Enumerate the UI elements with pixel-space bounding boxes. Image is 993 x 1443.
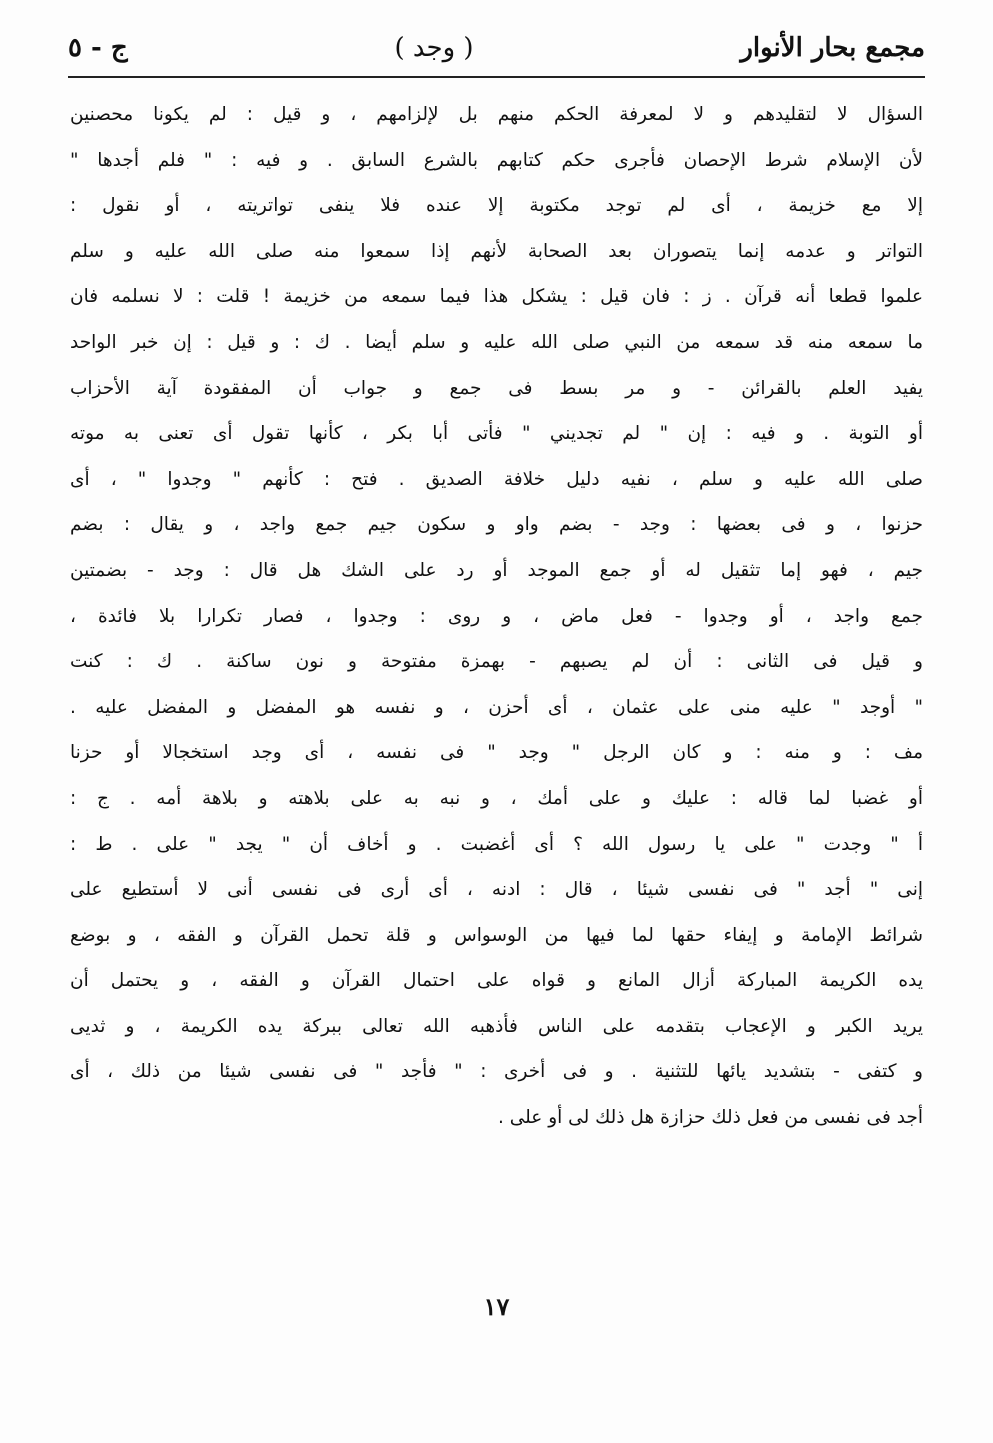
text-line: إنى " أجد " فى نفسى شيئا ، قال : ادنه ، أى أرى فى نفسى أنى لا أستطيع على (70, 879, 923, 901)
body-text (70, 92, 923, 1141)
text-line: لأن الإسلام شرط الإحصان فأجرى حكم كتابهم بالشرع السابق . و فيه : " فلم أجدها " (70, 149, 923, 171)
text-line: أو غضبا لما قاله : عليك و على أمك ، و نبه به على بلاهته و بلاهة أمه . ج : (70, 787, 923, 809)
text-line: أ " وجدت " على يا رسول الله ؟ أى أغضبت . و أخاف أن " يجد " على . ط : (70, 833, 923, 855)
page-number: ١٧ (483, 1292, 510, 1321)
text-line: مف : و منه : و كان الرجل " وجد " فى نفسه ، أى وجد استخجالا أو حزنا (70, 742, 923, 764)
text-line: يريد الكبر و الإعجاب بتقدمه على الناس فأذهبه الله تعالى ببركة يده الكريمة ، و ثديى (70, 1015, 923, 1037)
text-line: " أوجد " عليه منى على عثمان ، أى أحزن ، و نفسه هو المفضل و المفضل عليه . (70, 696, 923, 718)
text-line: و كتفى - بتشديد يائها للتثنية . و فى أخرى : " فأجد " فى نفسى شيئا من ذلك ، أى (70, 1061, 923, 1083)
text-line: جمع واجد ، أو وجدوا - فعل ماض ، و روى : وجدوا ، فصار تكرارا بلا فائدة ، (70, 605, 923, 627)
page-header (68, 26, 925, 70)
header-rule (68, 76, 925, 78)
text-line: أو التوبة . و فيه : إن " لم تجديني " فأتى أبا بكر ، كأنها تقول أى تعنى به موته (70, 423, 923, 445)
text-line: أجد فى نفسى من فعل ذلك حزازة هل ذلك لى أو على . (497, 1107, 923, 1129)
text-line: التواتر و عدمه إنما يتصوران بعد الصحابة لأنهم إذا سمعوا منه صلى الله عليه و سلم (70, 240, 923, 262)
volume-number: ج - ٥ (68, 33, 128, 63)
text-line: و قيل فى الثانى : أن لم يصبهم - بهمزة مفتوحة و نون ساكنة . ك : كنت (70, 651, 923, 673)
text-line: شرائط الإمامة و إيفاء حقها لما فيها من الوسواس و قلة تحمل القرآن و الفقه ، و بوضع (70, 924, 923, 946)
text-line: إلا مع خزيمة ، أى لم توجد مكتوبة إلا عنده فلا ينفى تواتريته ، أو نقول : (70, 195, 923, 217)
text-line: علموا قطعا أنه قرآن . ز : فان قيل : يشكل هذا فيما سمعه من خزيمة ! قلت : لا نسلمه فان (70, 286, 923, 308)
text-line: السؤال لا لتقليدهم و لا لمعرفة الحكم منهم بل لإلزامهم ، و قيل : لم يكونا محصنين (70, 104, 923, 125)
entry-word: ( وجد ) (394, 33, 474, 63)
text-line: جيم ، فهو إما تثقيل له أو جمع الموجد أو رد على الشك هل قال : وجد - بضمتين (70, 559, 923, 581)
book-title: مجمع بحار الأنوار (740, 33, 925, 63)
text-line: صلى الله عليه و سلم ، نفيه دليل خلافة الصديق . فتح : كأنهم " وجدوا " ، أى (70, 468, 923, 490)
text-line: ما سمعه منه قد سمعه من النبي صلى الله عليه و سلم أيضا . ك : و قيل : إن خبر الواحد (70, 331, 923, 353)
text-line: يفيد العلم بالقرائن - و مر بسط فى جمع و جواب أن المفقودة آية الأحزاب (70, 377, 923, 399)
text-line: يده الكريمة المباركة أزال المانع و قواه على احتمال القرآن و الفقه ، و يحتمل أن (70, 970, 923, 992)
text-line: حزنوا ، و فى بعضها : وجد - بضم واو و سكون جيم جمع واجد ، و يقال : بضم (70, 514, 923, 536)
